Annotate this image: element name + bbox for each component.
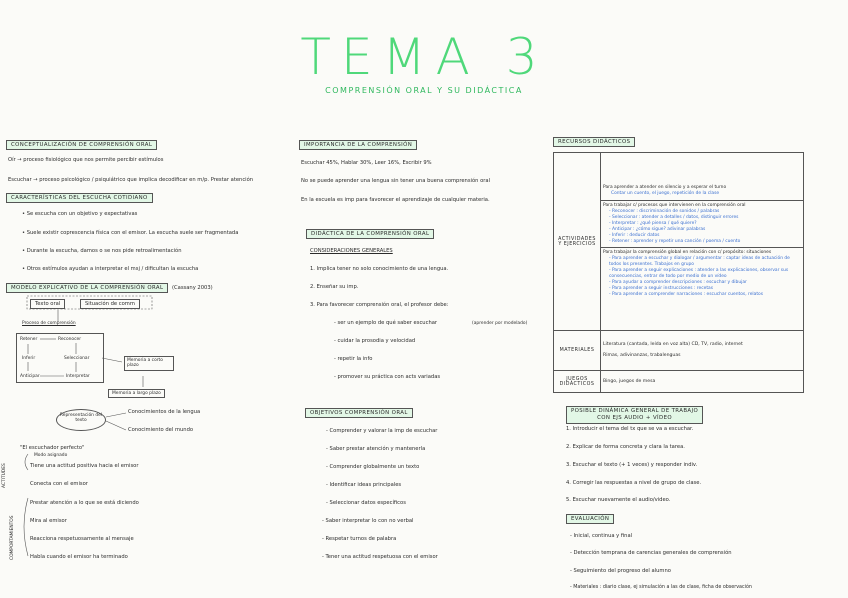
conocimiento-mundo: Conocimiento del mundo (128, 427, 194, 433)
didactica-heading: DIDÁCTICA DE LA COMPRENSIÓN ORAL (306, 229, 434, 239)
objetivo-item: - Saber prestar atención y mantenerla (326, 446, 426, 452)
caracteristica-item: • Suele existir coprescencia física con el emisor. La escucha suele ser fragmentada (22, 230, 239, 236)
texto-oral-box: Texto oral (30, 299, 65, 309)
evaluacion-item: - Inicial, continua y final (570, 533, 633, 539)
caracteristica-item: • Otros estímulos ayudan a interpretar el msj / dificultan la escucha (22, 266, 199, 272)
objetivo-item: - Comprender globalmente un texto (326, 464, 420, 470)
importancia-line1: No se puede aprender una lengua sin tener una buena comprensión oral (301, 178, 491, 184)
dinamica-heading-line2: CON EJS AUDIO + VÍDEO (597, 415, 673, 422)
caracteristica-item: • Se escucha con un objetivo y expectativas (22, 211, 138, 217)
dinamica-item: 5. Escuchar nuevamente el audio/video. (566, 497, 671, 503)
page-title: TEMA 3 (300, 28, 548, 86)
didactica-subitem: - repetir la info (334, 356, 373, 362)
act-block1-item: - Anticipar : ¿cómo sigue? adivinar palabras (609, 226, 706, 232)
memoria-largo-box: Memoria a largo plazo (108, 389, 165, 398)
objetivos-heading: OBJETIVOS COMPRENSIÓN ORAL (305, 408, 413, 418)
modelado-note: (aprender por modelado) (472, 321, 528, 326)
recursos-table (553, 152, 804, 393)
didactica-subitem: - promover su práctica con acts variadas (334, 374, 441, 380)
memoria-corto-box: Memoria a corto plazo (124, 356, 174, 371)
objetivo-item: - Comprender y valorar la imp de escuchar (326, 428, 438, 434)
caracteristicas-heading: CARACTERÍSTICAS DEL ESCUCHA COTIDIANO (6, 193, 153, 203)
consideraciones-heading: CONSIDERACIONES GENERALES (310, 248, 393, 254)
material-item: Rimas, adivinanzas, trabalenguas (603, 352, 681, 358)
didactica-item: 1. Implica tener no solo conocimiento de una lengua. (310, 266, 449, 272)
act-block1-title: Para trabajar c/ procesos que intervienen en la comprensión oral (603, 202, 746, 208)
act-top1: Para aprender a atender en silencio y a esperar el turno (603, 185, 727, 191)
act-block2-title: Para trabajar la comprensión global en relación con c/ propósito: situaciones (603, 250, 772, 256)
act-block2-item: - Para aprender a seguir instrucciones : recetas (609, 286, 714, 292)
dinamica-heading-line1: POSIBLE DINÁMICA GENERAL DE TRABAJO (571, 408, 699, 414)
importancia-stats: Escuchar 45%, Hablar 30%, Leer 16%, Escribir 9% (301, 160, 432, 166)
dinamica-item: 2. Explicar de forma concreta y clara la tarea. (566, 444, 685, 450)
conceptualizacion-heading: CONCEPTUALIZACIÓN DE COMPRENSIÓN ORAL (6, 140, 157, 150)
interpretar-label: Interpretar (66, 374, 90, 379)
escuchar-definition: Escuchar → proceso psicológico / psiquiátrico que implica decodificar en m/p. Prestar atención (8, 177, 254, 183)
dinamica-item: 3. Escuchar el texto (+ 1 veces) y responder indiv. (566, 462, 698, 468)
evaluacion-item: - Detección temprana de carencias generales de comprensión (570, 550, 732, 556)
materiales-label: MATERIALES (554, 331, 601, 371)
objetivo-item: - Tener una actitud respetuosa con el emisor (322, 554, 438, 560)
actividades-label: ACTIVIDADES Y EJERCICIOS (554, 153, 601, 331)
act-block1-item: - Interpretar : ¿qué piensa / qué quiere? (609, 220, 697, 226)
act-block1-item: - Retener : aprender y repetir una canción / poema / cuento (609, 238, 741, 244)
recursos-heading: RECURSOS DIDÁCTICOS (553, 137, 635, 147)
inferir-label: Inferir (22, 356, 36, 361)
act-block2-item: - Para ayudar a comprender descripciones : escuchar y dibujar (609, 280, 747, 286)
comportamientos-label: COMPORTAMIENTOS (10, 515, 15, 560)
act-block1-item: - Seleccionar : atender a detalles / datos, distinguir errores (609, 214, 739, 220)
situacion-box: Situación de comm (80, 299, 140, 309)
didactica-subitem: - ser un ejemplo de qué saber escuchar (334, 320, 438, 326)
objetivo-item: - Saber interpretar lo con no verbal (322, 518, 414, 524)
retener-label: Retener (20, 337, 38, 342)
modelo-heading: MODELO EXPLICATIVO DE LA COMPRENSIÓN ORAL (6, 283, 168, 293)
anticipar-label: Anticipar (20, 374, 40, 379)
dinamica-item: 4. Corregir las respuestas a nivel de grupo de clase. (566, 480, 702, 486)
act-block2-item: - Para aprender a seguir explicaciones : atender a las explicaciones, observar sus consecuencias, entrar de todo por medio de un vídeo (609, 268, 789, 280)
escuchador-sub: Modo asignado (34, 453, 68, 458)
reconocer-label: Reconocer (58, 337, 82, 342)
didactica-item: 2. Enseñar su imp. (310, 284, 359, 290)
importancia-line2: En la escuela es imp para favorecer el aprendizaje de cualquier materia. (301, 197, 490, 203)
representacion-ellipse: Representación del texto (56, 409, 106, 431)
act-block2-item: - Para aprender a escuchar y dialogar / argumentar : captar ideas de actuación de todos los presentes. Trabajos en grupo (609, 256, 790, 268)
comportamiento-item: Prestar atención a lo que se está diciendo (30, 500, 139, 506)
page-subtitle: COMPRENSIÓN ORAL Y SU DIDÁCTICA (325, 86, 523, 95)
juegos-label: JUEGOS DIDÁCTICOS (554, 371, 601, 393)
actitud-item: Conecta con el emisor (30, 481, 88, 487)
act-top2: Contar un cuento, el juego, repetición de la clase (611, 190, 720, 196)
seleccionar-label: Seleccionar (64, 356, 90, 361)
objetivo-item: - Respetar turnos de palabra (322, 536, 397, 542)
actitud-item: Tiene una actitud positiva hacia el emisor (30, 463, 139, 469)
material-item: Literatura (cantada, leída en voz alta) CD, TV, radio, internet (603, 342, 743, 348)
importancia-heading: IMPORTANCIA DE LA COMPRENSIÓN (299, 140, 417, 150)
conocimientos-lengua: Conocimientos de la lengua (128, 409, 201, 415)
act-block2-item: - Para aprender a comprender narraciones : escuchar cuentos, relatos (609, 292, 764, 298)
dinamica-heading (566, 406, 703, 424)
dinamica-item: 1. Introducir el tema del tx que se va a escuchar. (566, 426, 694, 432)
actitudes-label: ACTITUDES (2, 463, 7, 488)
objetivo-item: - Identificar ideas principales (326, 482, 402, 488)
didactica-subitem: - cuidar la prosodia y velocidad (334, 338, 416, 344)
comportamiento-item: Mira al emisor (30, 518, 67, 524)
comportamiento-item: Habla cuando el emisor ha terminado (30, 554, 128, 560)
proceso-label: Proceso de comprensión (22, 321, 76, 326)
escuchador-title: "El escuchador perfecto" (20, 445, 85, 451)
oir-definition: Oír → proceso fisiológico que nos permite percibir estímulos (8, 157, 164, 163)
act-block1-item: - Reconocer : discriminación de sonidos / palabras (609, 208, 720, 214)
evaluacion-item: - Materiales : diario clase, ej simulación a las de clase, ficha de observación (570, 585, 752, 590)
evaluacion-item: - Seguimiento del progreso del alumno (570, 568, 671, 574)
didactica-item: 3. Para favorecer comprensión oral, el profesor debe: (310, 302, 449, 308)
act-block1-item: - Inferir : deducir datos (609, 232, 660, 238)
juegos-value: Bingo, juegos de mesa (601, 371, 804, 393)
objetivo-item: - Seleccionar datos específicos (326, 500, 406, 506)
evaluacion-heading: EVALUACIÓN (566, 514, 614, 524)
caracteristica-item: • Durante la escucha, damos o se nos pide retroalimentación (22, 248, 182, 254)
modelo-cite: (Cassany 2003) (172, 285, 213, 291)
comportamiento-item: Reacciona respetuosamente al mensaje (30, 536, 134, 542)
